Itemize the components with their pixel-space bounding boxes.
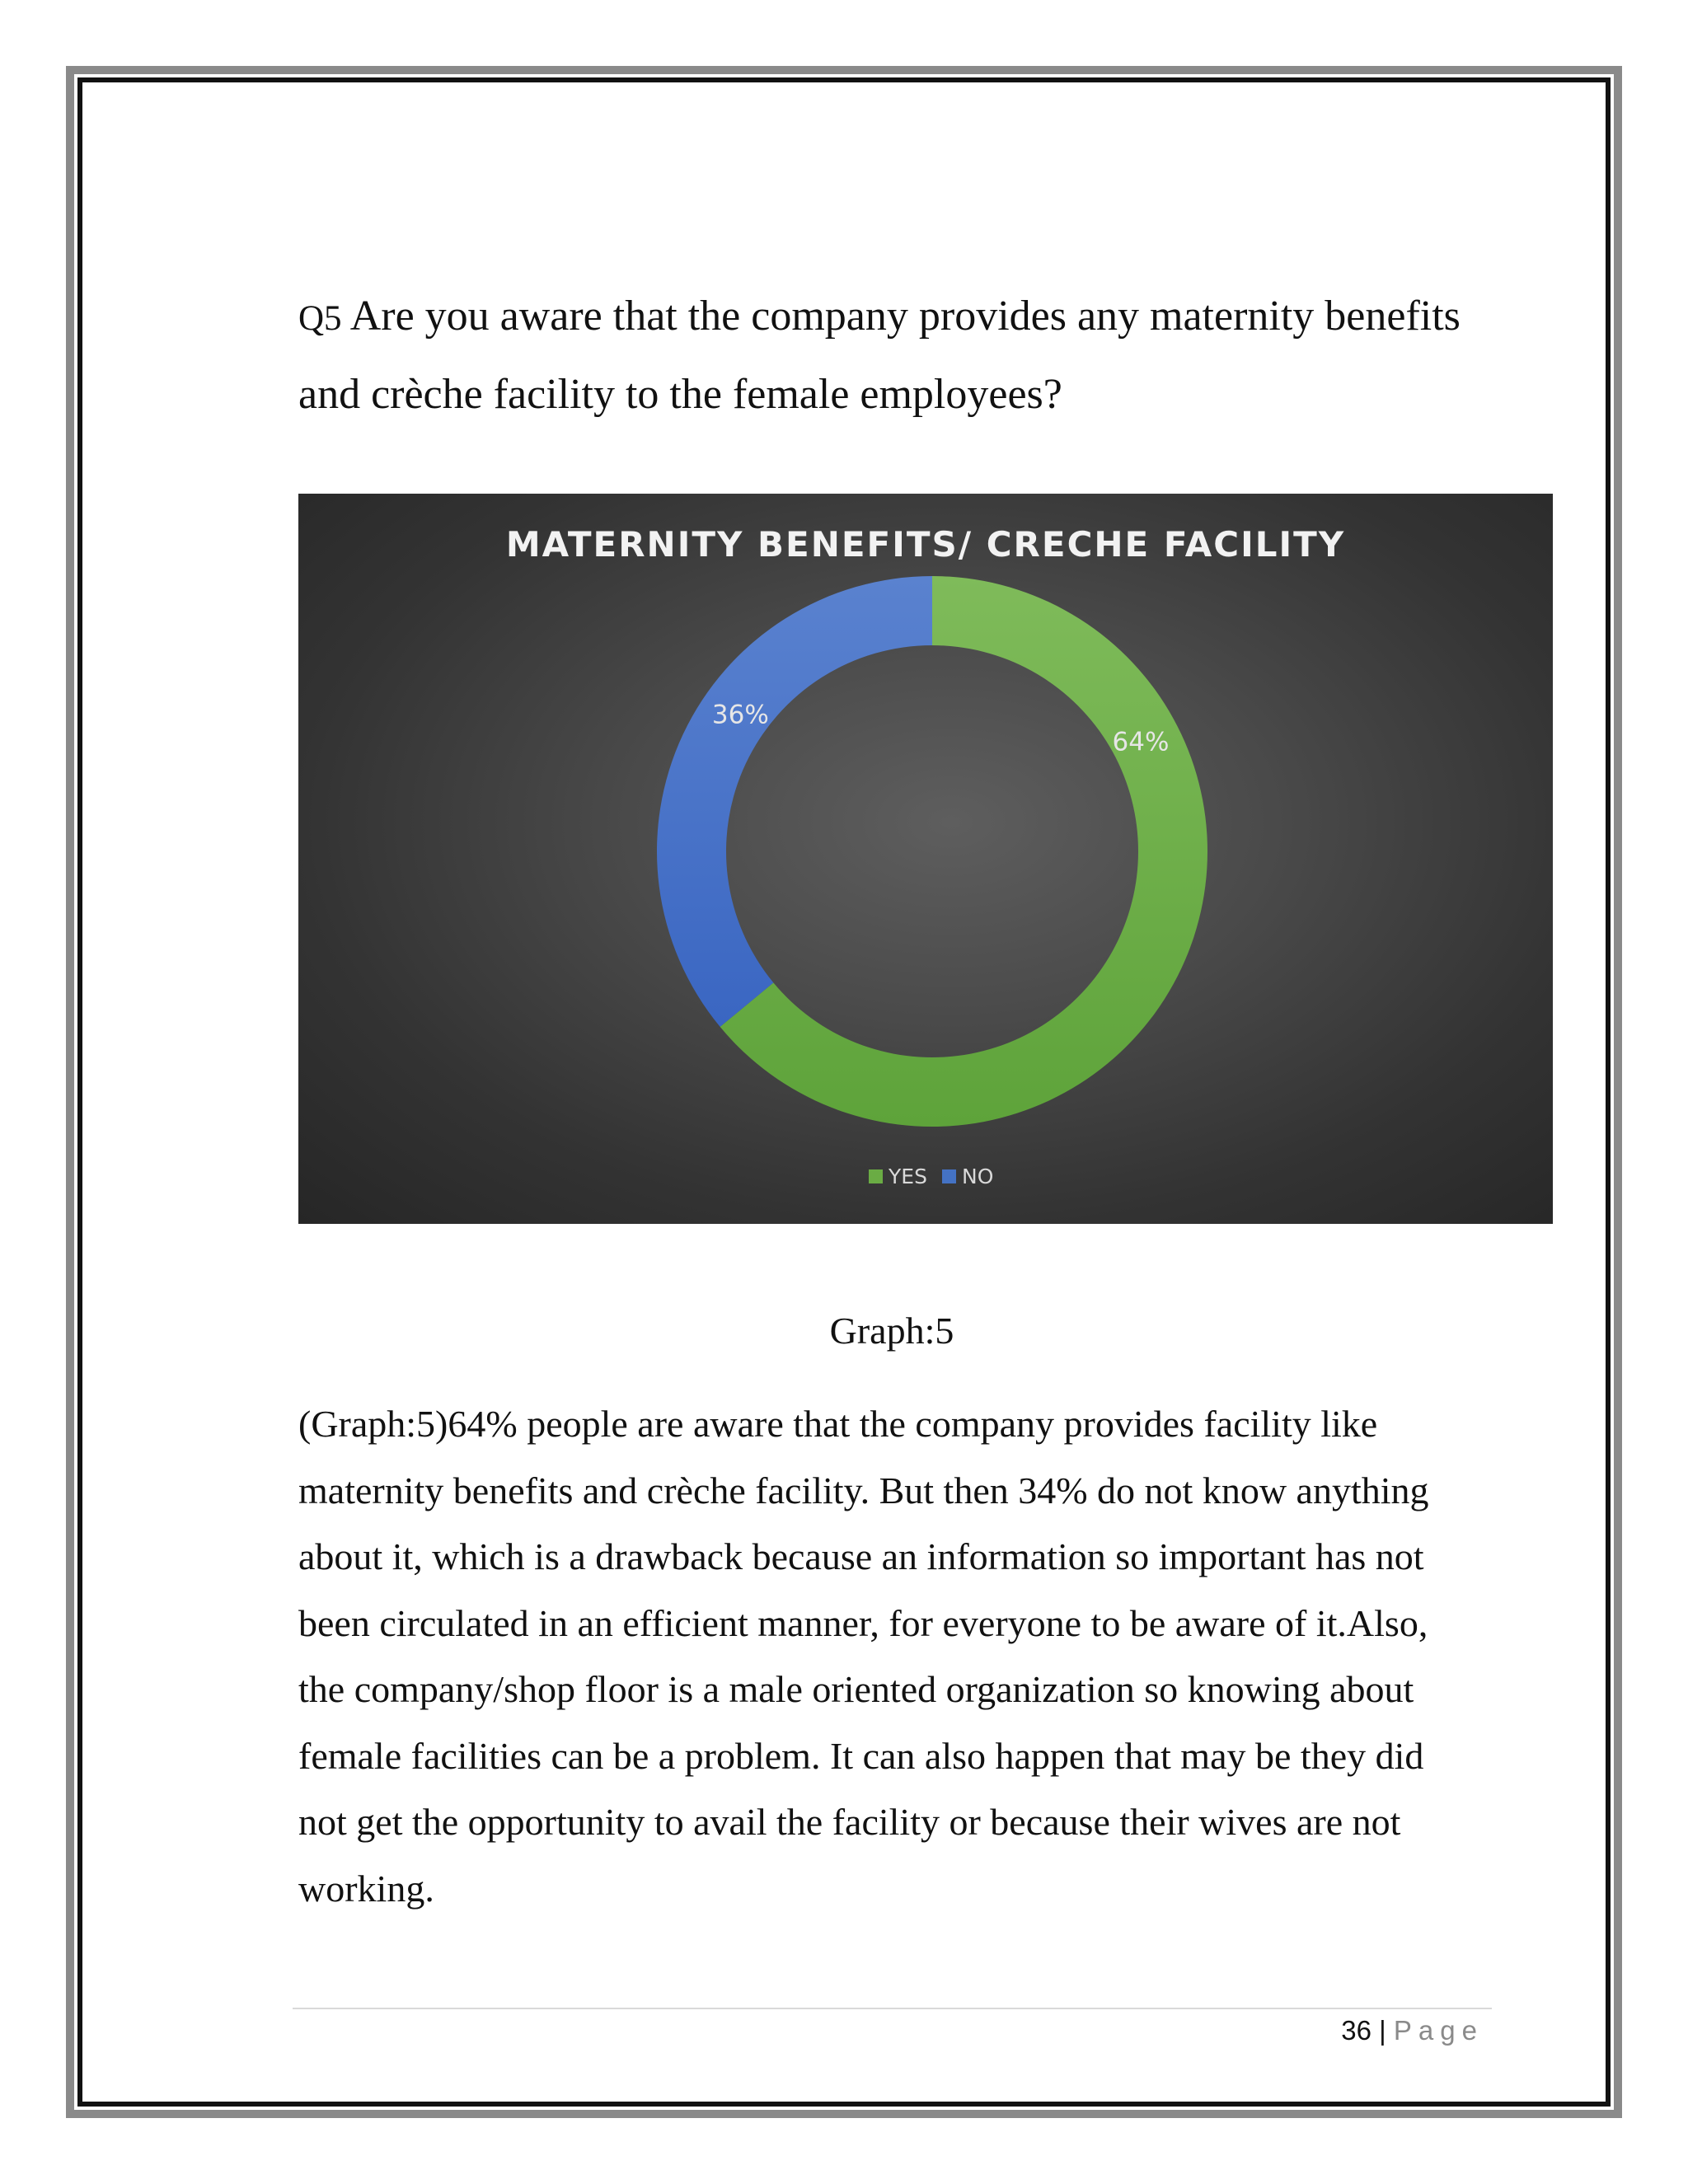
page-number: 36	[1341, 2015, 1372, 2046]
footer-divider	[293, 2008, 1492, 2009]
legend-swatch-yes	[869, 1169, 883, 1183]
footer-separator: |	[1379, 2015, 1386, 2046]
donut-slice-no	[657, 576, 932, 1027]
donut-chart	[298, 494, 1553, 1224]
question-number: Q5	[298, 299, 342, 338]
page-footer	[1236, 2011, 1484, 2050]
slice-label-yes: 64%	[1112, 727, 1170, 757]
graph-caption: Graph:5	[829, 1310, 954, 1352]
question-text	[298, 279, 1469, 433]
analysis-paragraph: (Graph:5)64% people are aware that the company provides facility like maternity benefits and crèche facility. But then 34% do not know anything about it, which is a drawback because an information so important has not been circulated in an efficient manner, for everyone to be aware of it.Also, the company/shop floor is a male oriented organization so knowing about female facilities can be a problem. It can also happen that may be they did not get the opportunity to avail the facility or because their wives are not working.	[298, 1403, 1429, 1910]
chart-svg	[298, 494, 1553, 1224]
slice-label-no: 36%	[711, 700, 769, 730]
legend-label-yes: YES	[889, 1165, 927, 1188]
page-label: Page	[1393, 2015, 1484, 2046]
legend-label-no: NO	[962, 1165, 994, 1188]
legend-swatch-no	[942, 1169, 956, 1183]
chart-title: MATERNITY BENEFITS/ CRECHE FACILITY	[505, 524, 1346, 565]
question-body: Are you aware that the company provides any maternity benefits and crèche facility to the female employees?	[298, 293, 1461, 418]
